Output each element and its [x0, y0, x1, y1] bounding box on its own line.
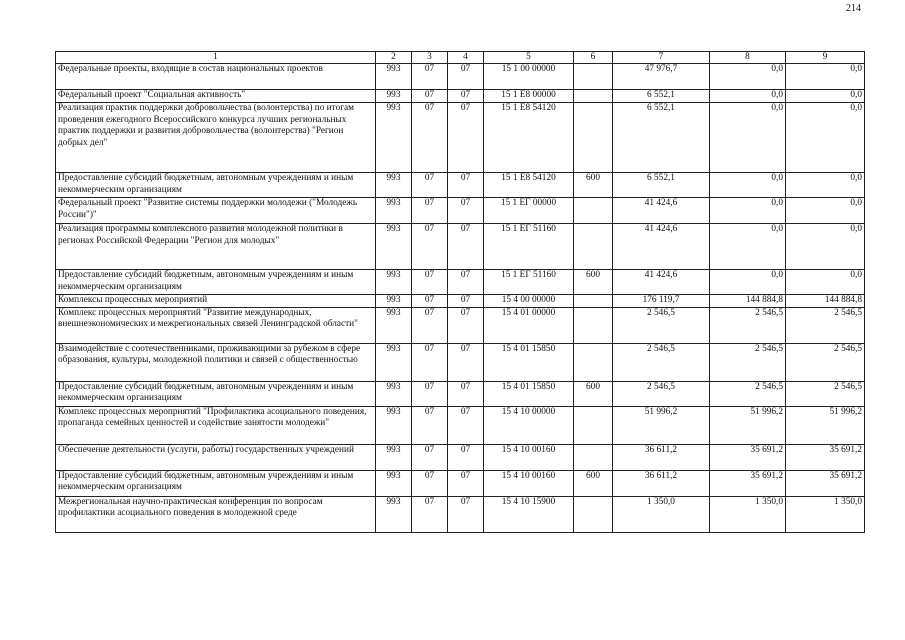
table-row: [56, 269, 865, 294]
item-name: Взаимодействие с соотечественниками, проживающими за рубежом в сфере образования, культуры, молодежной политики и связей с общественностью: [56, 343, 376, 381]
code-target: 15 4 00 00000: [484, 294, 574, 307]
amount-year3: 144 884,8: [786, 294, 865, 307]
code-admin: 993: [376, 269, 412, 294]
code-admin: 993: [376, 90, 412, 103]
table-row: [56, 381, 865, 406]
code-subsection: 07: [448, 343, 484, 381]
code-subsection: 07: [448, 444, 484, 470]
code-admin: 993: [376, 343, 412, 381]
code-type: 600: [574, 381, 613, 406]
amount-year1: 1 350,0: [613, 496, 710, 532]
code-subsection: 07: [448, 381, 484, 406]
amount-year3: 0,0: [786, 269, 865, 294]
code-type: 600: [574, 269, 613, 294]
code-section: 07: [412, 64, 448, 90]
table-row: [56, 294, 865, 307]
amount-year3: 51 996,2: [786, 406, 865, 444]
code-admin: 993: [376, 64, 412, 90]
amount-year3: 0,0: [786, 64, 865, 90]
code-section: 07: [412, 90, 448, 103]
column-header: 1: [56, 52, 376, 64]
table-row: [56, 90, 865, 103]
amount-year2: 51 996,2: [710, 406, 786, 444]
item-name: Комплексы процессных мероприятий: [56, 294, 376, 307]
code-subsection: 07: [448, 496, 484, 532]
amount-year3: 0,0: [786, 102, 865, 172]
code-section: 07: [412, 102, 448, 172]
item-name: Обеспечение деятельности (услуги, работы) государственных учреждений: [56, 444, 376, 470]
item-name: Предоставление субсидий бюджетным, автономным учреждениям и иным некоммерческим организациям: [56, 269, 376, 294]
code-type: [574, 294, 613, 307]
amount-year1: 2 546,5: [613, 343, 710, 381]
code-target: 15 4 01 15850: [484, 381, 574, 406]
code-section: 07: [412, 406, 448, 444]
code-target: 15 4 10 00160: [484, 444, 574, 470]
code-subsection: 07: [448, 64, 484, 90]
code-section: 07: [412, 444, 448, 470]
code-admin: 993: [376, 102, 412, 172]
table-row: [56, 470, 865, 496]
amount-year3: 35 691,2: [786, 444, 865, 470]
amount-year2: 35 691,2: [710, 444, 786, 470]
code-type: [574, 102, 613, 172]
code-subsection: 07: [448, 470, 484, 496]
amount-year1: 41 424,6: [613, 269, 710, 294]
item-name: Предоставление субсидий бюджетным, автономным учреждениям и иным некоммерческим организациям: [56, 470, 376, 496]
code-admin: 993: [376, 172, 412, 197]
code-section: 07: [412, 470, 448, 496]
column-header: 9: [786, 52, 865, 64]
table-row: [56, 496, 865, 532]
column-header: 5: [484, 52, 574, 64]
amount-year1: 2 546,5: [613, 307, 710, 343]
code-type: [574, 197, 613, 223]
code-subsection: 07: [448, 197, 484, 223]
item-name: Предоставление субсидий бюджетным, автономным учреждениям и иным некоммерческим организациям: [56, 172, 376, 197]
code-subsection: 07: [448, 307, 484, 343]
amount-year1: 6 552,1: [613, 90, 710, 103]
code-section: 07: [412, 381, 448, 406]
code-subsection: 07: [448, 90, 484, 103]
table-row: [56, 444, 865, 470]
table-row: [56, 406, 865, 444]
amount-year1: 36 611,2: [613, 444, 710, 470]
code-target: 15 4 10 00000: [484, 406, 574, 444]
code-target: 15 1 00 00000: [484, 64, 574, 90]
code-type: 600: [574, 172, 613, 197]
column-header: 8: [710, 52, 786, 64]
column-header: 6: [574, 52, 613, 64]
amount-year2: 0,0: [710, 223, 786, 269]
item-name: Межрегиональная научно-практическая конференция по вопросам профилактики асоциального поведения в молодежной среде: [56, 496, 376, 532]
table-row: [56, 102, 865, 172]
header-row: [56, 52, 865, 64]
amount-year3: 0,0: [786, 197, 865, 223]
item-name: Федеральный проект "Социальная активность": [56, 90, 376, 103]
code-section: 07: [412, 496, 448, 532]
code-admin: 993: [376, 381, 412, 406]
amount-year3: 2 546,5: [786, 307, 865, 343]
amount-year3: 35 691,2: [786, 470, 865, 496]
code-subsection: 07: [448, 223, 484, 269]
amount-year1: 2 546,5: [613, 381, 710, 406]
item-name: Комплекс процессных мероприятий "Профилактика асоциального поведения, пропаганда семейных ценностей и содействие занятости молодежи": [56, 406, 376, 444]
item-name: Федеральные проекты, входящие в состав национальных проектов: [56, 64, 376, 90]
code-admin: 993: [376, 294, 412, 307]
item-name: Реализация программы комплексного развития молодежной политики в регионах Российской Федерации "Регион для молодых": [56, 223, 376, 269]
amount-year1: 47 976,7: [613, 64, 710, 90]
amount-year3: 0,0: [786, 223, 865, 269]
code-admin: 993: [376, 470, 412, 496]
column-header: 7: [613, 52, 710, 64]
table-row: [56, 343, 865, 381]
item-name: Комплекс процессных мероприятий "Развитие международных, внешнеэкономических и межрегиональных связей Ленинградской области": [56, 307, 376, 343]
code-target: 15 4 10 00160: [484, 470, 574, 496]
amount-year2: 0,0: [710, 64, 786, 90]
amount-year2: 2 546,5: [710, 343, 786, 381]
code-type: [574, 343, 613, 381]
amount-year1: 41 424,6: [613, 223, 710, 269]
table-row: [56, 64, 865, 90]
amount-year1: 51 996,2: [613, 406, 710, 444]
code-admin: 993: [376, 496, 412, 532]
page-number: 214: [846, 3, 861, 14]
code-type: [574, 496, 613, 532]
code-admin: 993: [376, 223, 412, 269]
amount-year3: 0,0: [786, 172, 865, 197]
amount-year3: 2 546,5: [786, 343, 865, 381]
code-target: 15 1 E8 54120: [484, 172, 574, 197]
code-admin: 993: [376, 444, 412, 470]
code-subsection: 07: [448, 102, 484, 172]
item-name: Федеральный проект "Развитие системы поддержки молодежи ("Молодежь России")": [56, 197, 376, 223]
code-section: 07: [412, 343, 448, 381]
amount-year2: 2 546,5: [710, 381, 786, 406]
code-target: 15 1 E8 54120: [484, 102, 574, 172]
table-row: [56, 197, 865, 223]
table-row: [56, 223, 865, 269]
item-name: Предоставление субсидий бюджетным, автономным учреждениям и иным некоммерческим организациям: [56, 381, 376, 406]
amount-year2: 0,0: [710, 172, 786, 197]
amount-year2: 35 691,2: [710, 470, 786, 496]
code-section: 07: [412, 307, 448, 343]
column-header: 3: [412, 52, 448, 64]
code-type: [574, 223, 613, 269]
code-subsection: 07: [448, 406, 484, 444]
amount-year2: 2 546,5: [710, 307, 786, 343]
code-admin: 993: [376, 197, 412, 223]
code-target: 15 1 EГ 00000: [484, 197, 574, 223]
table-row: [56, 172, 865, 197]
code-subsection: 07: [448, 294, 484, 307]
code-section: 07: [412, 223, 448, 269]
amount-year1: 6 552,1: [613, 102, 710, 172]
code-section: 07: [412, 197, 448, 223]
code-type: [574, 90, 613, 103]
code-type: [574, 406, 613, 444]
amount-year3: 1 350,0: [786, 496, 865, 532]
code-section: 07: [412, 172, 448, 197]
code-type: [574, 444, 613, 470]
code-target: 15 1 EГ 51160: [484, 269, 574, 294]
amount-year2: 0,0: [710, 197, 786, 223]
table-row: [56, 307, 865, 343]
code-section: 07: [412, 269, 448, 294]
code-target: 15 4 01 00000: [484, 307, 574, 343]
column-header: 2: [376, 52, 412, 64]
budget-table: [55, 51, 865, 533]
code-target: 15 1 EГ 51160: [484, 223, 574, 269]
amount-year1: 41 424,6: [613, 197, 710, 223]
code-type: [574, 64, 613, 90]
amount-year3: 2 546,5: [786, 381, 865, 406]
code-subsection: 07: [448, 269, 484, 294]
amount-year1: 176 119,7: [613, 294, 710, 307]
code-target: 15 4 01 15850: [484, 343, 574, 381]
code-section: 07: [412, 294, 448, 307]
amount-year3: 0,0: [786, 90, 865, 103]
code-target: 15 4 10 15900: [484, 496, 574, 532]
amount-year2: 0,0: [710, 90, 786, 103]
code-admin: 993: [376, 307, 412, 343]
amount-year2: 1 350,0: [710, 496, 786, 532]
code-type: 600: [574, 470, 613, 496]
code-type: [574, 307, 613, 343]
amount-year2: 0,0: [710, 269, 786, 294]
amount-year2: 144 884,8: [710, 294, 786, 307]
amount-year2: 0,0: [710, 102, 786, 172]
amount-year1: 36 611,2: [613, 470, 710, 496]
code-subsection: 07: [448, 172, 484, 197]
code-target: 15 1 E8 00000: [484, 90, 574, 103]
amount-year1: 6 552,1: [613, 172, 710, 197]
item-name: Реализация практик поддержки добровольчества (волонтерства) по итогам проведения ежегодного Всероссийского конкурса лучших региональных практик поддержки и развития добровольчества (волонтерства) "Регион добрых дел": [56, 102, 376, 172]
code-admin: 993: [376, 406, 412, 444]
column-header: 4: [448, 52, 484, 64]
